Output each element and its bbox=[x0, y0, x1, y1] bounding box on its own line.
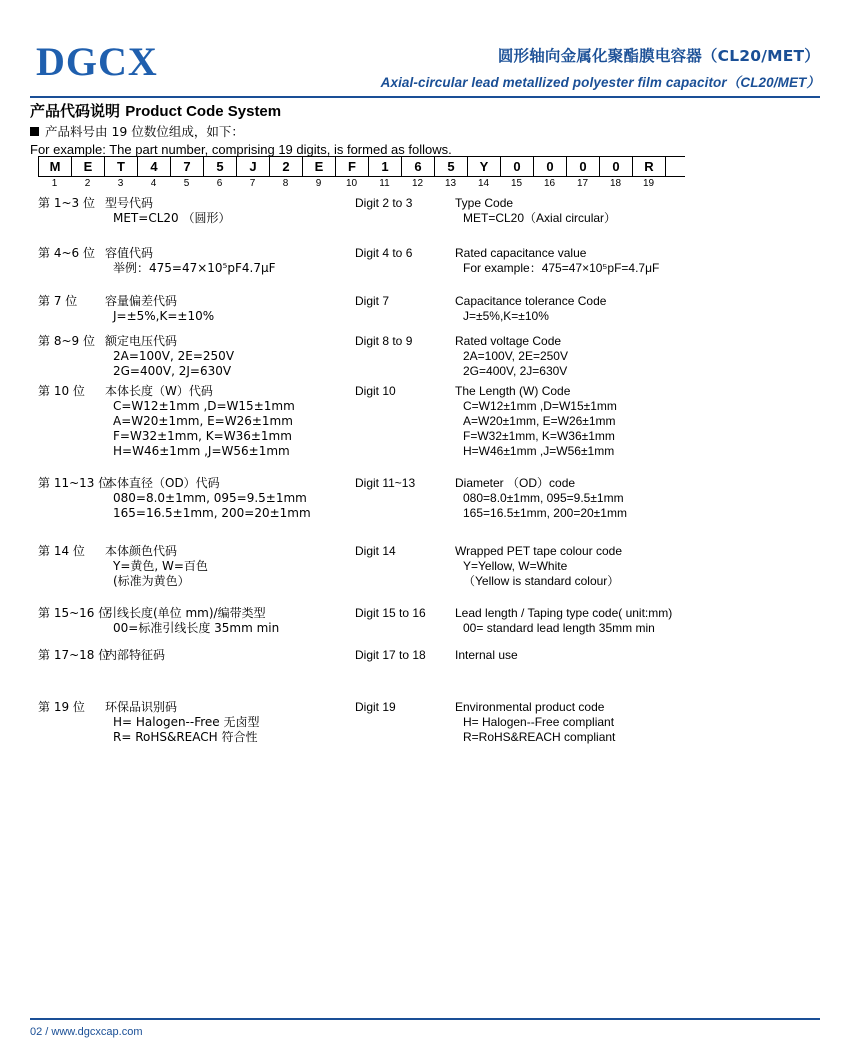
description-cn-line: (标准为黄色） bbox=[113, 574, 190, 588]
intro-en: For example: The part number, comprising 19 digits, is formed as follows. bbox=[30, 142, 452, 157]
description-en-line: For example：475=47×10⁵pF=4.7μF bbox=[463, 261, 660, 275]
description-cn-line: F=W32±1mm, K=W36±1mm bbox=[113, 429, 292, 443]
digit-position-en: Digit 19 bbox=[355, 700, 396, 714]
code-index: 6 bbox=[216, 178, 223, 189]
intro-cn-line bbox=[30, 124, 730, 140]
description-en bbox=[455, 544, 825, 589]
code-letters-row bbox=[38, 156, 685, 177]
part-number-code-bar bbox=[38, 156, 685, 189]
description-cn-line: J=±5%,K=±10% bbox=[113, 309, 215, 323]
description-cn bbox=[105, 476, 340, 521]
description-cn-line: 内部特征码 bbox=[105, 648, 166, 662]
description-en-line: Internal use bbox=[455, 648, 518, 662]
description-cn bbox=[105, 606, 340, 636]
code-cell: 0 bbox=[534, 157, 567, 176]
code-index: 2 bbox=[84, 178, 91, 189]
code-index: 7 bbox=[249, 178, 256, 189]
description-cn-line: 型号代码 bbox=[105, 196, 154, 210]
description-cn bbox=[105, 700, 340, 745]
digit-position-en: Digit 7 bbox=[355, 294, 390, 308]
description-en bbox=[455, 606, 825, 636]
description-cn bbox=[105, 294, 340, 324]
code-index: 13 bbox=[444, 178, 457, 189]
code-index: 14 bbox=[477, 178, 490, 189]
description-cn-line: A=W20±1mm, E=W26±1mm bbox=[113, 414, 293, 428]
description-en bbox=[455, 384, 825, 459]
header-divider bbox=[30, 96, 820, 98]
digit-position-cn: 第 11~13 位 bbox=[38, 476, 111, 490]
description-en-line: F=W32±1mm, K=W36±1mm bbox=[463, 429, 615, 443]
code-index: 19 bbox=[642, 178, 655, 189]
digit-position-cn: 第 15~16 位 bbox=[38, 606, 111, 620]
intro-cn: 产品料号由 19 位数位组成，如下： bbox=[45, 124, 244, 139]
code-cell: R bbox=[633, 157, 666, 176]
intro-block bbox=[30, 124, 730, 158]
code-index: 17 bbox=[576, 178, 589, 189]
description-cn-line: Y=黄色, W=百色 bbox=[113, 559, 208, 573]
code-cell: 4 bbox=[138, 157, 171, 176]
description-cn-line: 本体颜色代码 bbox=[105, 544, 178, 558]
description-cn bbox=[105, 648, 340, 663]
description-en-line: Rated voltage Code bbox=[455, 334, 562, 348]
description-cn-line: C=W12±1mm ,D=W15±1mm bbox=[113, 399, 295, 413]
description-en-line: 2A=100V, 2E=250V bbox=[463, 349, 568, 363]
digit-position-cn: 第 10 位 bbox=[38, 384, 85, 398]
description-cn-line: 容值代码 bbox=[105, 246, 154, 260]
code-cell: 6 bbox=[402, 157, 435, 176]
description-en bbox=[455, 196, 825, 226]
code-cell: M bbox=[39, 157, 72, 176]
square-bullet-icon bbox=[30, 127, 39, 136]
digit-position-en: Digit 17 to 18 bbox=[355, 648, 426, 662]
code-numbers-row bbox=[38, 178, 684, 189]
code-cell: T bbox=[105, 157, 138, 176]
digit-position-en: Digit 14 bbox=[355, 544, 396, 558]
description-en-line: Capacitance tolerance Code bbox=[455, 294, 607, 308]
code-cell: 0 bbox=[600, 157, 633, 176]
code-cell: 0 bbox=[567, 157, 600, 176]
description-en bbox=[455, 648, 825, 663]
section-title-en: Product Code System bbox=[125, 103, 282, 120]
description-en-line: H=W46±1mm ,J=W56±1mm bbox=[463, 444, 615, 458]
code-cell: E bbox=[303, 157, 336, 176]
description-cn bbox=[105, 246, 340, 276]
digit-position-cn: 第 19 位 bbox=[38, 700, 85, 714]
description-en bbox=[455, 246, 825, 276]
description-cn-line: H=W46±1mm ,J=W56±1mm bbox=[113, 444, 290, 458]
description-cn-line: 本体长度（W）代码 bbox=[105, 384, 213, 398]
company-logo: DGCX bbox=[36, 39, 158, 84]
digit-position-cn: 第 4~6 位 bbox=[38, 246, 95, 260]
header-title-en: Axial-circular lead metallized polyester film capacitor（CL20/MET） bbox=[380, 75, 820, 90]
description-en-line: A=W20±1mm, E=W26±1mm bbox=[463, 414, 616, 428]
description-en bbox=[455, 700, 825, 745]
description-en-line: 2G=400V, 2J=630V bbox=[463, 364, 568, 378]
section-title-cn: 产品代码说明 bbox=[30, 102, 121, 120]
code-cell: F bbox=[336, 157, 369, 176]
code-index: 3 bbox=[117, 178, 124, 189]
description-en bbox=[455, 476, 825, 521]
description-cn-line: R= RoHS&REACH 符合性 bbox=[113, 730, 258, 744]
digit-position-cn: 第 7 位 bbox=[38, 294, 78, 308]
description-cn-line: 165=16.5±1mm, 200=20±1mm bbox=[113, 506, 311, 520]
description-en-line: Environmental product code bbox=[455, 700, 605, 714]
code-index: 4 bbox=[150, 178, 157, 189]
description-en-line: The Length (W) Code bbox=[455, 384, 571, 398]
description-cn-line: 额定电压代码 bbox=[105, 334, 178, 348]
digit-position-en: Digit 11~13 bbox=[355, 476, 416, 490]
description-en-line: R=RoHS&REACH compliant bbox=[463, 730, 616, 744]
description-cn-line: 引线长度(单位 mm)/编带类型 bbox=[105, 606, 266, 620]
header-titles bbox=[381, 44, 820, 91]
code-cell: E bbox=[72, 157, 105, 176]
code-index: 10 bbox=[345, 178, 358, 189]
code-cell: 0 bbox=[501, 157, 534, 176]
code-cell: 2 bbox=[270, 157, 303, 176]
description-cn-line: 080=8.0±1mm, 095=9.5±1mm bbox=[113, 491, 307, 505]
description-en bbox=[455, 294, 825, 324]
digit-position-cn: 第 14 位 bbox=[38, 544, 85, 558]
header-title-cn: 圆形轴向金属化聚酯膜电容器（CL20/MET） bbox=[497, 47, 820, 65]
description-en-line: Diameter （OD）code bbox=[455, 476, 576, 490]
description-en-line: 080=8.0±1mm, 095=9.5±1mm bbox=[463, 491, 624, 505]
code-cell: J bbox=[237, 157, 270, 176]
digit-position-cn: 第 1~3 位 bbox=[38, 196, 95, 210]
digit-position-en: Digit 2 to 3 bbox=[355, 196, 413, 210]
description-cn bbox=[105, 544, 340, 589]
description-en-line: Type Code bbox=[455, 196, 514, 210]
description-cn-line: H= Halogen--Free 无卤型 bbox=[113, 715, 260, 729]
description-cn-line: 00=标准引线长度 35mm min bbox=[113, 621, 280, 635]
code-cell: 5 bbox=[435, 157, 468, 176]
description-cn-line: 容量偏差代码 bbox=[105, 294, 178, 308]
description-cn-line: 环保品识别码 bbox=[105, 700, 178, 714]
page-header bbox=[30, 38, 820, 94]
footer-text: 02 / www.dgcxcap.com bbox=[30, 1026, 143, 1038]
description-en-line: Lead length / Taping type code( unit:mm) bbox=[455, 606, 673, 620]
code-index: 1 bbox=[51, 178, 58, 189]
code-cell: 1 bbox=[369, 157, 402, 176]
footer-divider bbox=[30, 1018, 820, 1020]
code-index: 9 bbox=[315, 178, 322, 189]
digit-position-en: Digit 4 to 6 bbox=[355, 246, 413, 260]
code-cell: 7 bbox=[171, 157, 204, 176]
digit-position-cn: 第 8~9 位 bbox=[38, 334, 95, 348]
description-en-line: （Yellow is standard colour） bbox=[463, 574, 620, 588]
code-index: 12 bbox=[411, 178, 424, 189]
description-en bbox=[455, 334, 825, 379]
code-index: 5 bbox=[183, 178, 190, 189]
description-en-line: J=±5%,K=±10% bbox=[463, 309, 549, 323]
code-index: 15 bbox=[510, 178, 523, 189]
description-cn bbox=[105, 196, 340, 226]
digit-position-en: Digit 10 bbox=[355, 384, 396, 398]
description-en-line: MET=CL20（Axial circular） bbox=[463, 211, 617, 225]
description-cn-line: 2A=100V, 2E=250V bbox=[113, 349, 235, 363]
description-cn bbox=[105, 384, 340, 459]
digit-position-cn: 第 17~18 位 bbox=[38, 648, 111, 662]
code-index: 8 bbox=[282, 178, 289, 189]
description-cn-line: 本体直径（OD）代码 bbox=[105, 476, 220, 490]
description-en-line: Y=Yellow, W=White bbox=[463, 559, 568, 573]
digit-position-en: Digit 15 to 16 bbox=[355, 606, 426, 620]
digit-position-en: Digit 8 to 9 bbox=[355, 334, 413, 348]
description-en-line: Rated capacitance value bbox=[455, 246, 587, 260]
description-cn-line: 举例：475=47×10⁵pF4.7μF bbox=[113, 261, 276, 275]
code-cell: Y bbox=[468, 157, 501, 176]
code-index: 11 bbox=[379, 178, 390, 189]
description-en-line: H= Halogen--Free compliant bbox=[463, 715, 615, 729]
description-cn-line: 2G=400V, 2J=630V bbox=[113, 364, 232, 378]
code-index: 16 bbox=[543, 178, 556, 189]
description-cn-line: MET=CL20 （圆形） bbox=[113, 211, 231, 225]
section-title bbox=[30, 100, 281, 121]
description-en-line: Wrapped PET tape colour code bbox=[455, 544, 622, 558]
code-index: 18 bbox=[609, 178, 622, 189]
description-cn bbox=[105, 334, 340, 379]
code-cell: 5 bbox=[204, 157, 237, 176]
description-en-line: 165=16.5±1mm, 200=20±1mm bbox=[463, 506, 627, 520]
description-en-line: 00= standard lead length 35mm min bbox=[463, 621, 655, 635]
description-en-line: C=W12±1mm ,D=W15±1mm bbox=[463, 399, 617, 413]
